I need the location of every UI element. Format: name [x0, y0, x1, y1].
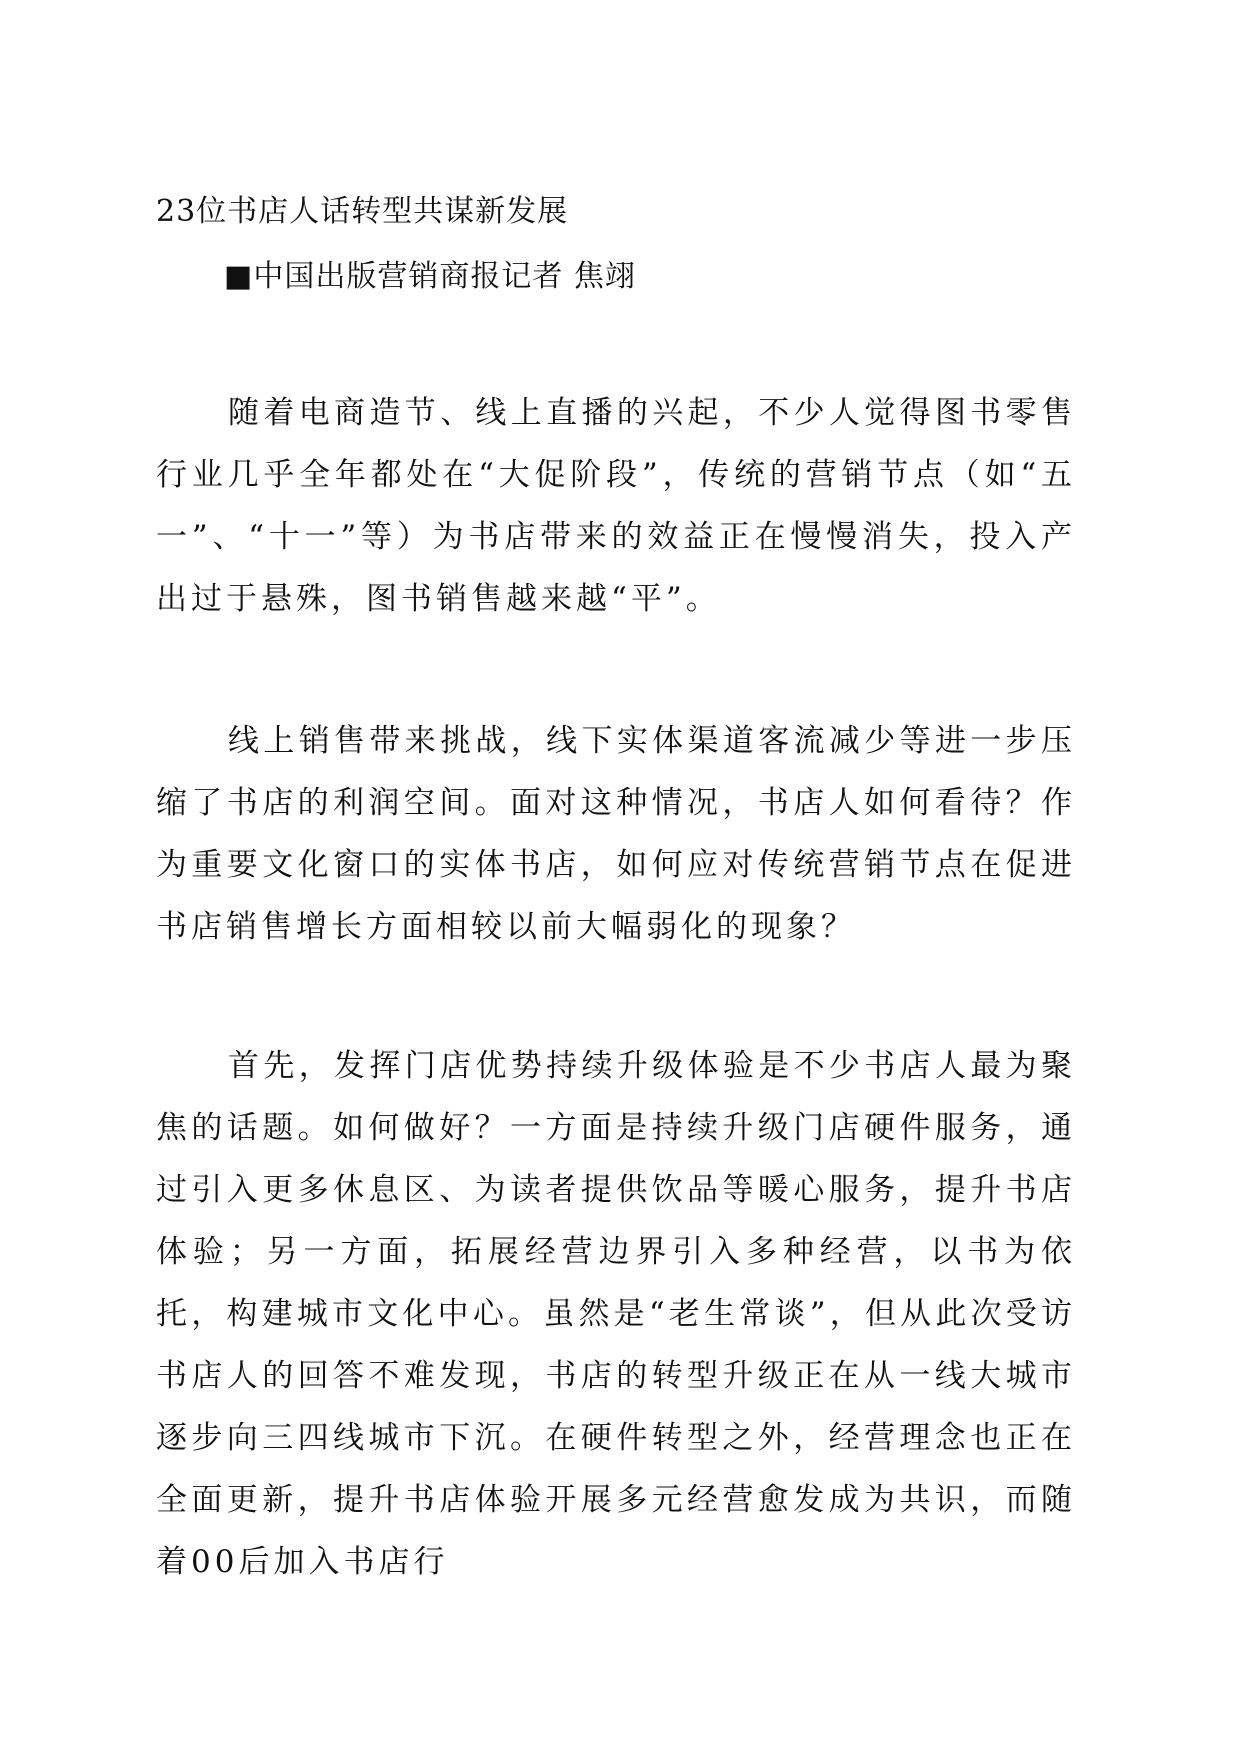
- article-title: 23位书店人话转型共谋新发展: [156, 194, 569, 229]
- paragraph-2: 线上销售带来挑战，线下实体渠道客流减少等进一步压缩了书店的利润空间。面对这种情况，书店人如何看待？作为重要文化窗口的实体书店，如何应对传统营销节点在促进书店销售增长方面相较以前大幅弱化的现象？: [156, 723, 1076, 945]
- article-byline: ■中国出版营销商报记者 焦翊: [224, 259, 636, 294]
- paragraph-3: 首先，发挥门店优势持续升级体验是不少书店人最为聚焦的话题。如何做好？一方面是持续升级门店硬件服务，通过引入更多休息区、为读者提供饮品等暖心服务，提升书店体验；另一方面，拓展经营边界引入多种经营，以书为依托，构建城市文化中心。虽然是“老生常谈”，但从此次受访书店人的回答不难发现，书店的转型升级正在从一线大城市逐步向三四线城市下沉。在硬件转型之外，经营理念也正在全面更新，提升书店体验开展多元经营愈发成为共识，而随着00后加入书店行: [156, 1048, 1076, 1580]
- paragraph-1: 随着电商造节、线上直播的兴起，不少人觉得图书零售行业几乎全年都处在“大促阶段”，传统的营销节点（如“五一”、“十一”等）为书店带来的效益正在慢慢消失，投入产出过于悬殊，图书销售越来越“平”。: [156, 395, 1076, 617]
